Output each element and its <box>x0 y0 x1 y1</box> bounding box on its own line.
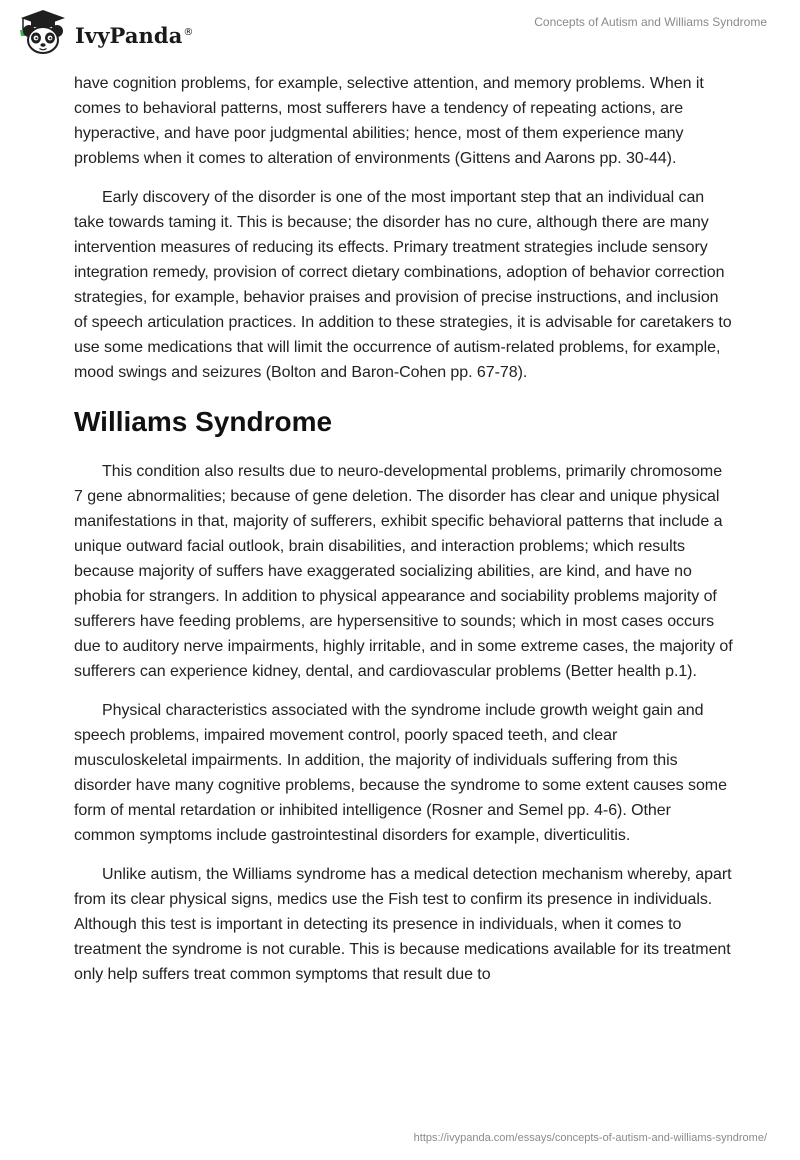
page-header <box>0 0 800 64</box>
brand-name: IvyPanda® <box>75 22 194 48</box>
document-title: Concepts of Autism and Williams Syndrome <box>534 15 767 29</box>
article-body <box>74 71 734 1001</box>
paragraph-detection: Unlike autism, the Williams syndrome has a medical detection mechanism whereby, apart from its clear physical signs, medics use the Fish test to confirm its presence in individuals. Although this test is important in detecting its presence in individuals, when it comes to treatment the syndrome is not curable. This is because medications available for its treatment only help suffers treat common symptoms that result due to <box>74 866 732 983</box>
section-heading: Williams Syndrome <box>74 406 333 437</box>
brand-logo[interactable] <box>13 9 194 57</box>
paragraph-physical-characteristics: Physical characteristics associated with the syndrome include growth weight gain and speech problems, impaired movement control, poorly spaced teeth, and clear musculoskeletal impairments. In addition, the majority of individuals suffering from this disorder have many cognitive problems, because the syndrome to some extent causes some form of mental retardation or inhibited intelligence (Rosner and Semel pp. 4-6). Other common symptoms include gastrointestinal disorders for example, diverticulitis. <box>74 702 727 844</box>
paragraph-early-discovery: Early discovery of the disorder is one of the most important step that an individual can take towards taming it. This is because; the disorder has no cure, although there are many intervention measures of reducing its effects. Primary treatment strategies include sensory integration remedy, provision of correct dietary combinations, adoption of behavior correction strategies, for example, behavior praises and provision of precise instructions, and inclusion of speech articulation practices. In addition to these strategies, it is advisable for caretakers to use some medications that will limit the occurrence of autism-related problems, for example, mood swings and seizures (Bolton and Baron-Cohen pp. 67-78). <box>74 189 732 381</box>
paragraph-cognition: have cognition problems, for example, selective attention, and memory problems. When it comes to behavioral patterns, most sufferers have a tendency of repeating actions, are hyperactive, and have poor judgmental abilities; hence, most of them experience many problems when it comes to alteration of environments (Gittens and Aarons pp. 30-44). <box>74 75 704 167</box>
registered-mark: ® <box>183 26 194 38</box>
panda-graduate-icon <box>13 9 69 57</box>
paragraph-condition: This condition also results due to neuro-developmental problems, primarily chromosome 7 gene abnormalities; because of gene deletion. The disorder has clear and unique physical manifestations in that, majority of sufferers, exhibit specific behavioral patterns that include a unique outward facial outlook, brain disabilities, and interaction problems; which results because majority of suffers have exaggerated socializing abilities, are kind, and have no phobia for strangers. In addition to physical appearance and sociability problems majority of sufferers have feeding problems, are hypersensitive to sounds; which in most cases occurs due to auditory nerve impairments, highly irritable, and in some extreme cases, the majority of sufferers can experience kidney, dental, and cardiovascular problems (Better health p.1). <box>74 463 733 680</box>
source-url: https://ivypanda.com/essays/concepts-of-autism-and-williams-syndrome/ <box>413 1132 767 1144</box>
